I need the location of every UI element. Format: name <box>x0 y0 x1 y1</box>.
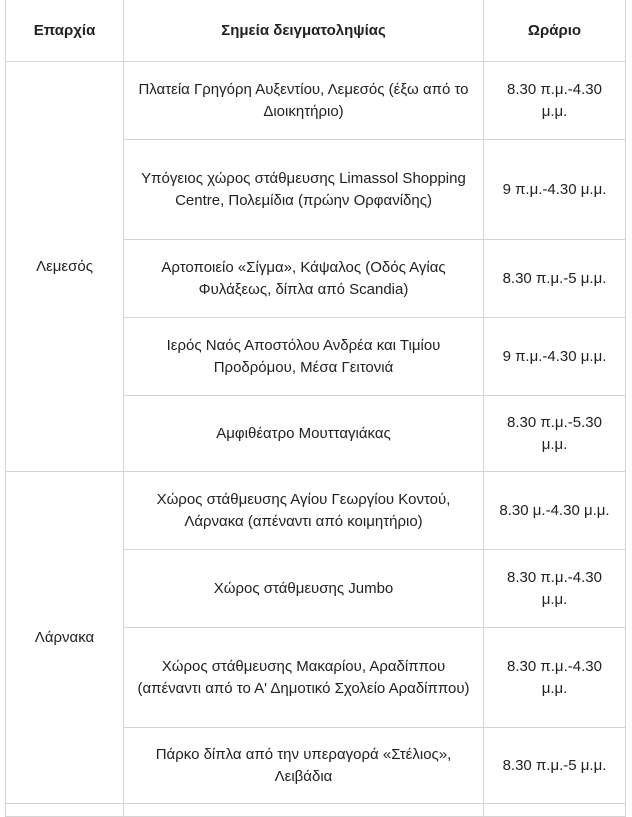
table-row <box>6 472 626 550</box>
partial-cell <box>484 804 626 817</box>
hours-cell: 8.30 π.μ.-5 μ.μ. <box>484 240 626 318</box>
district-cell-larnaka: Λάρνακα <box>6 472 124 804</box>
location-cell: Πάρκο δίπλα από την υπεραγορά «Στέλιος», Λειβάδια <box>124 728 484 804</box>
hours-cell: 9 π.μ.-4.30 μ.μ. <box>484 318 626 396</box>
partial-cell <box>6 804 124 817</box>
location-cell: Αρτοποιείο «Σίγμα», Κάψαλος (Οδός Αγίας Φυλάξεως, δίπλα από Scandia) <box>124 240 484 318</box>
location-cell: Αμφιθέατρο Μουτταγιάκας <box>124 396 484 472</box>
hours-cell: 8.30 π.μ.-5.30 μ.μ. <box>484 396 626 472</box>
table-row <box>6 62 626 140</box>
location-cell: Χώρος στάθμευσης Μακαρίου, Αραδίππου (απέναντι από το Α' Δημοτικό Σχολείο Αραδίππου) <box>124 628 484 728</box>
hours-cell: 8.30 π.μ.-4.30 μ.μ. <box>484 628 626 728</box>
district-column-header: Επαρχία <box>6 0 124 62</box>
hours-column-header: Ωράριο <box>484 0 626 62</box>
hours-cell: 9 π.μ.-4.30 μ.μ. <box>484 140 626 240</box>
hours-cell: 8.30 μ.-4.30 μ.μ. <box>484 472 626 550</box>
location-cell: Υπόγειος χώρος στάθμευσης Limassol Shopping Centre, Πολεμίδια (πρώην Ορφανίδης) <box>124 140 484 240</box>
location-cell: Ιερός Ναός Αποστόλου Ανδρέα και Τιμίου Προδρόμου, Μέσα Γειτονιά <box>124 318 484 396</box>
location-cell: Πλατεία Γρηγόρη Αυξεντίου, Λεμεσός (έξω από το Διοικητήριο) <box>124 62 484 140</box>
sampling-points-table <box>5 0 626 817</box>
location-cell: Χώρος στάθμευσης Jumbo <box>124 550 484 628</box>
location-column-header: Σημεία δειγματοληψίας <box>124 0 484 62</box>
hours-cell: 8.30 π.μ.-4.30 μ.μ. <box>484 62 626 140</box>
hours-cell: 8.30 π.μ.-4.30 μ.μ. <box>484 550 626 628</box>
partial-cell <box>124 804 484 817</box>
table-header-row <box>6 0 626 62</box>
location-cell: Χώρος στάθμευσης Αγίου Γεωργίου Κοντού, Λάρνακα (απέναντι από κοιμητήριο) <box>124 472 484 550</box>
hours-cell: 8.30 π.μ.-5 μ.μ. <box>484 728 626 804</box>
district-cell-lemesos: Λεμεσός <box>6 62 124 472</box>
table-row-partial <box>6 804 626 817</box>
